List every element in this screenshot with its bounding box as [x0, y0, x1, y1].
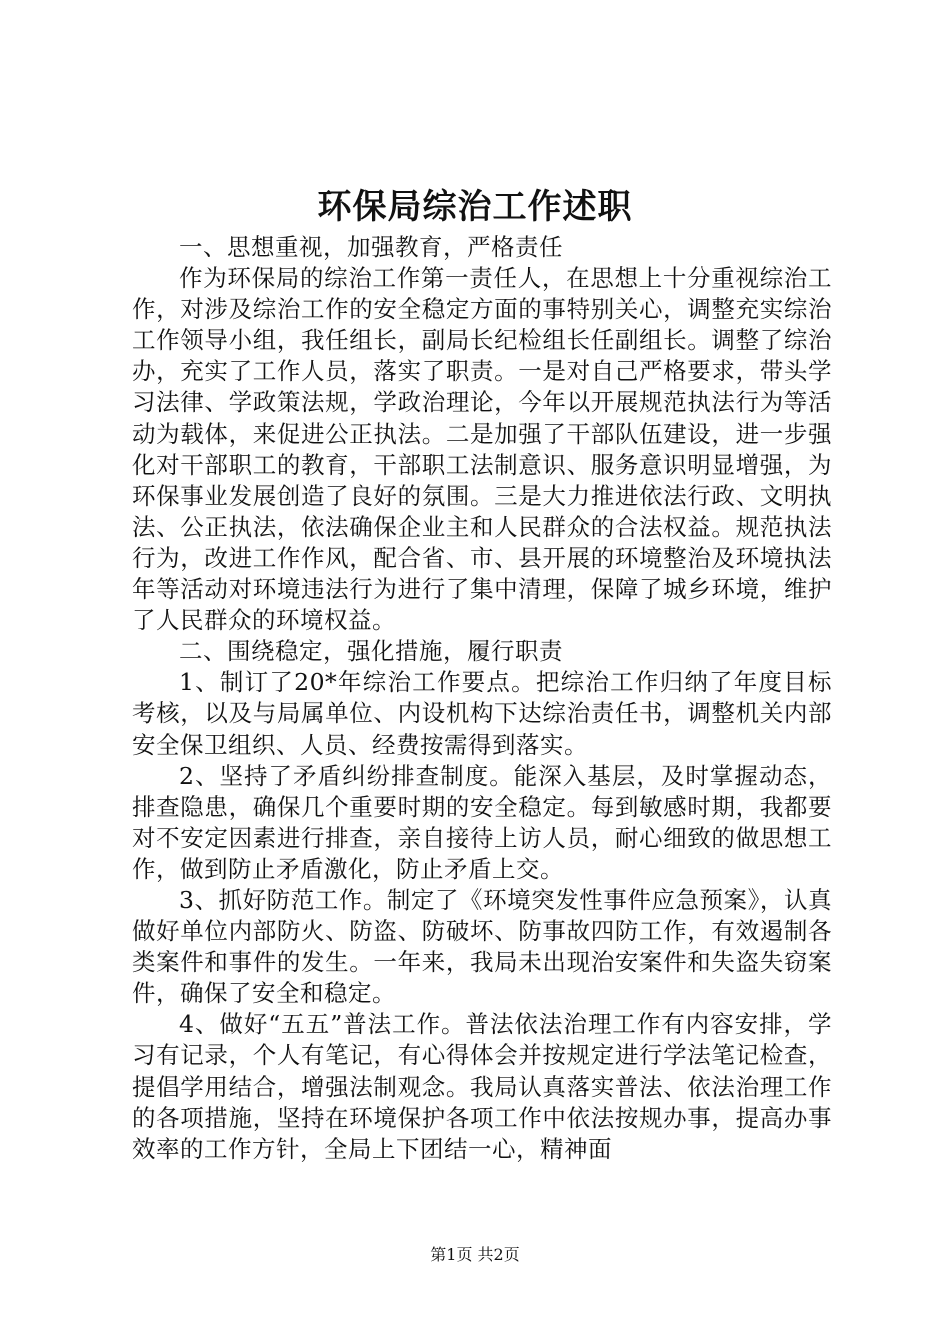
paragraph-item-4: 4、做好“五五”普法工作。普法依法治理工作有内容安排，学习有记录，个人有笔记，有心得体会并按规定进行学法笔记检查，提倡学用结合，增强法制观念。我局认真落实普法、依法治理工作的各项措施，坚持在环境保护各项工作中依法按规办事，提高办事效率的工作方针，全局上下团结一心，精神面 [132, 1010, 832, 1163]
document-body [132, 232, 832, 1165]
paragraph-1: 作为环保局的综治工作第一责任人，在思想上十分重视综治工作，对涉及综治工作的安全稳定方面的事特别关心，调整充实综治工作领导小组，我任组长，副局长纪检组长任副组长。调整了综治办，充实了工作人员，落实了职责。一是对自己严格要求，带头学习法律、学政策法规，学政治理论，今年以开展规范执法行为等活动为载体，来促进公正执法。二是加强了干部队伍建设，进一步强化对干部职工的教育，干部职工法制意识、服务意识明显增强，为环保事业发展创造了良好的氛围。三是大力推进依法行政、文明执法、公正执法，依法确保企业主和人民群众的合法权益。规范执法行为，改进工作作风，配合省、市、县开展的环境整治及环境执法年等活动对环境违法行为进行了集中清理，保障了城乡环境，维护了人民群众的环境权益。 [132, 264, 832, 635]
page-number-footer: 第1页 共2页 [430, 1245, 520, 1264]
paragraph-item-2: 2、坚持了矛盾纠纷排查制度。能深入基层，及时掌握动态，排查隐患，确保几个重要时期的安全稳定。每到敏感时期，我都要对不安定因素进行排查，亲自接待上访人员，耐心细致的做思想工作，做到防止矛盾激化，防止矛盾上交。 [132, 761, 832, 883]
section-heading-1: 一、思想重视，加强教育，严格责任 [179, 233, 563, 261]
paragraph-item-3: 3、抓好防范工作。制定了《环境突发性事件应急预案》，认真做好单位内部防火、防盗、防破坏、防事故四防工作，有效遏制各类案件和事件的发生。一年来，我局未出现治安案件和失盗失窃案件，确保了安全和稳定。 [132, 885, 832, 1008]
document-title: 环保局综治工作述职 [317, 187, 633, 227]
paragraph-item-1: 1、制订了20*年综治工作要点。把综治工作归纳了年度目标考核，以及与局属单位、内设机构下达综治责任书，调整机关内部安全保卫组织、人员、经费按需得到落实。 [132, 668, 832, 759]
section-heading-2: 二、围绕稳定，强化措施，履行职责 [179, 637, 563, 666]
